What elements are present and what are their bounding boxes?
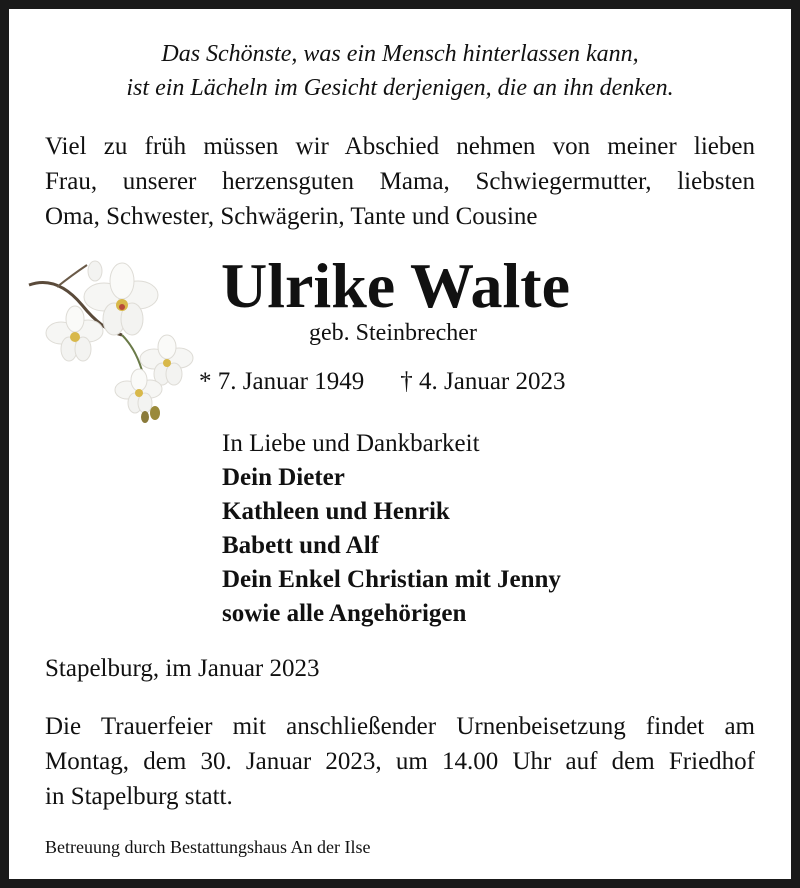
family-member: Babett und Alf <box>222 532 379 559</box>
place-date: Stapelburg, im Januar 2023 <box>45 655 320 682</box>
memorial-quote <box>29 37 771 105</box>
ceremony-line-1: Die Trauerfeier mit anschließender Urnenbeisetzung findet am <box>45 713 755 740</box>
signoff-block <box>222 427 561 631</box>
family-member: sowie alle Angehörigen <box>222 600 467 627</box>
quote-line-1: Das Schönste, was ein Mensch hinterlassen kann, <box>161 41 639 67</box>
ceremony-text <box>45 709 755 814</box>
quote-line-2: ist ein Lächeln im Gesicht derjenigen, die an ihn denken. <box>126 75 674 101</box>
family-member: Kathleen und Henrik <box>222 498 450 525</box>
family-member: Dein Enkel Christian mit Jenny <box>222 566 561 593</box>
family-member: Dein Dieter <box>222 464 345 491</box>
undertaker-note: Betreuung durch Bestattungshaus An der Ilse <box>45 837 371 857</box>
deceased-name: Ulrike Walte <box>221 250 570 321</box>
orchid-icon <box>27 245 202 425</box>
intro-line-2: Frau, unserer herzensguten Mama, Schwiegermutter, liebsten <box>45 168 755 195</box>
maiden-name: geb. Steinbrecher <box>309 320 477 346</box>
intro-line-3: Oma, Schwester, Schwägerin, Tante und Cousine <box>45 203 538 230</box>
life-dates <box>199 367 566 397</box>
intro-text <box>45 129 755 234</box>
intro-line-1: Viel zu früh müssen wir Abschied nehmen von meiner lieben <box>45 133 755 160</box>
ceremony-line-2: Montag, dem 30. Januar 2023, um 14.00 Uhr auf dem Friedhof <box>45 748 755 775</box>
signoff-intro: In Liebe und Dankbarkeit <box>222 430 480 457</box>
birth-date: * 7. Januar 1949 <box>199 368 365 395</box>
death-date: † 4. Januar 2023 <box>400 368 566 395</box>
ceremony-line-3: in Stapelburg statt. <box>45 783 233 810</box>
